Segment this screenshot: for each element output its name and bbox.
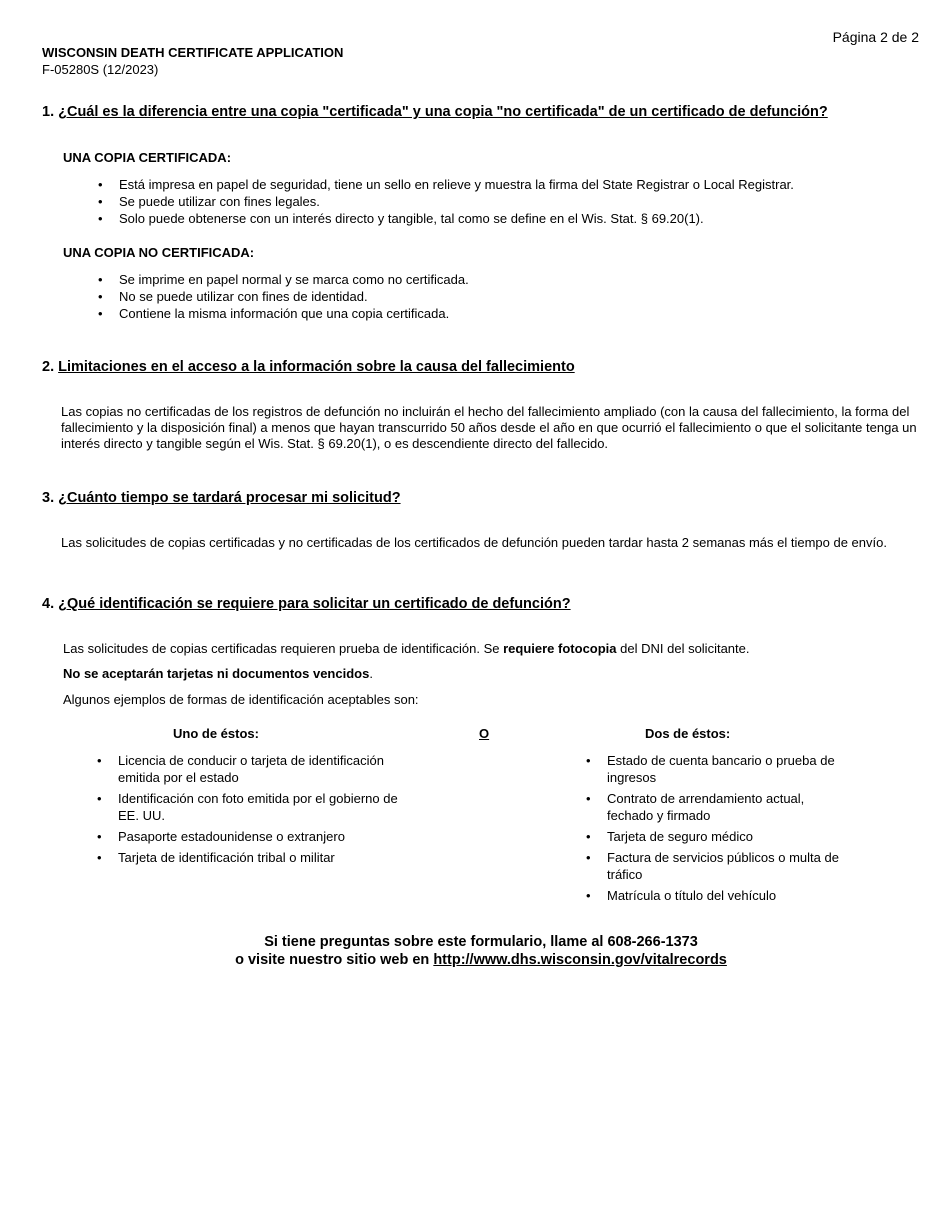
or-label: O xyxy=(479,726,490,741)
section-3-title: ¿Cuánto tiempo se tardará procesar mi solicitud? xyxy=(58,490,401,506)
section-4-title: ¿Qué identificación se requiere para solicitar un certificado de defunción? xyxy=(58,596,571,612)
page-number: Página 2 de 2 xyxy=(832,29,919,45)
list-item: • Estado de cuenta bancario o prueba de ingresos xyxy=(551,752,841,786)
two-of-these-heading: Dos de éstos: xyxy=(645,726,731,741)
section-1-heading xyxy=(42,104,828,120)
two-of-these-list xyxy=(551,752,841,908)
uncertified-copy-list xyxy=(63,271,923,322)
form-title: WISCONSIN DEATH CERTIFICATE APPLICATION xyxy=(42,45,344,60)
uncertified-copy-heading: UNA COPIA NO CERTIFICADA: xyxy=(63,245,255,260)
list-item: • Solo puede obtenerse con un interés directo y tangible, tal como se define en el Wis. Stat. § 69.20(1). xyxy=(63,210,923,227)
section-4-heading xyxy=(42,596,571,612)
list-item: • Se puede utilizar con fines legales. xyxy=(63,193,923,210)
id-requirement-text xyxy=(63,641,925,657)
contact-footer xyxy=(0,933,950,969)
list-item: • Matrícula o título del vehículo xyxy=(551,887,841,904)
list-item: • Tarjeta de identificación tribal o militar xyxy=(62,849,402,866)
list-item: • Está impresa en papel de seguridad, tiene un sello en relieve y muestra la firma del State Registrar o Local Registrar. xyxy=(63,176,923,193)
expired-warning-end: . xyxy=(369,666,373,681)
section-2-body: Las copias no certificadas de los registros de defunción no incluirán el hecho del fallecimiento ampliado (con la causa del fallecimiento, la forma del fallecimiento y la disposición final) a menos que hayan transcurrido 50 años desde el año en que ocurrió el fallecimiento o que el solicitante tenga un interés directo y tangible según el Wis. Stat. § 69.20(1), o es descendiente directo del fallecido. xyxy=(61,404,917,451)
section-1-number: 1. xyxy=(42,104,55,120)
list-item: • Licencia de conducir o tarjeta de identificación emitida por el estado xyxy=(62,752,402,786)
list-item: • No se puede utilizar con fines de identidad. xyxy=(63,288,923,305)
expired-warning-bold: No se aceptarán tarjetas ni documentos vencidos xyxy=(63,666,370,681)
certified-copy-list xyxy=(63,176,923,227)
contact-phone-line: Si tiene preguntas sobre este formulario, llame al 608-266-1373 xyxy=(264,934,698,950)
section-3-body: Las solicitudes de copias certificadas y no certificadas de los certificados de defunción pueden tardar hasta 2 semanas más el tiempo de envío. xyxy=(61,535,887,550)
contact-web-prefix: o visite nuestro sitio web en xyxy=(235,952,434,968)
contact-web-line xyxy=(0,951,950,969)
section-2-title: Limitaciones en el acceso a la información sobre la causa del fallecimiento xyxy=(58,359,575,375)
list-item: • Pasaporte estadounidense o extranjero xyxy=(62,828,402,845)
list-item: • Contrato de arrendamiento actual, fechado y firmado xyxy=(551,790,841,824)
list-item: • Factura de servicios públicos o multa de tráfico xyxy=(551,849,841,883)
vital-records-link[interactable]: http://www.dhs.wisconsin.gov/vitalrecords xyxy=(433,952,727,968)
expired-warning xyxy=(63,666,925,682)
list-item: • Se imprime en papel normal y se marca como no certificada. xyxy=(63,271,923,288)
section-3-number: 3. xyxy=(42,490,55,506)
id-intro-bold: requiere fotocopia xyxy=(503,641,617,656)
form-code: F-05280S (12/2023) xyxy=(42,62,159,77)
section-2-heading xyxy=(42,359,575,375)
list-item: • Tarjeta de seguro médico xyxy=(551,828,841,845)
section-1-title: ¿Cuál es la diferencia entre una copia "certificada" y una copia "no certificada" de un certificado de defunción? xyxy=(58,104,828,120)
list-item: • Identificación con foto emitida por el gobierno de EE. UU. xyxy=(62,790,402,824)
id-intro-prefix: Las solicitudes de copias certificadas requieren prueba de identificación. Se xyxy=(63,641,504,656)
one-of-these-list xyxy=(62,752,402,870)
one-of-these-heading: Uno de éstos: xyxy=(173,726,259,741)
certified-copy-heading: UNA COPIA CERTIFICADA: xyxy=(63,150,232,165)
list-item: • Contiene la misma información que una copia certificada. xyxy=(63,305,923,322)
section-3-heading xyxy=(42,490,401,506)
section-2-number: 2. xyxy=(42,359,55,375)
id-intro-suffix: del DNI del solicitante. xyxy=(616,641,750,656)
section-4-number: 4. xyxy=(42,596,55,612)
examples-intro: Algunos ejemplos de formas de identificación aceptables son: xyxy=(63,692,419,707)
